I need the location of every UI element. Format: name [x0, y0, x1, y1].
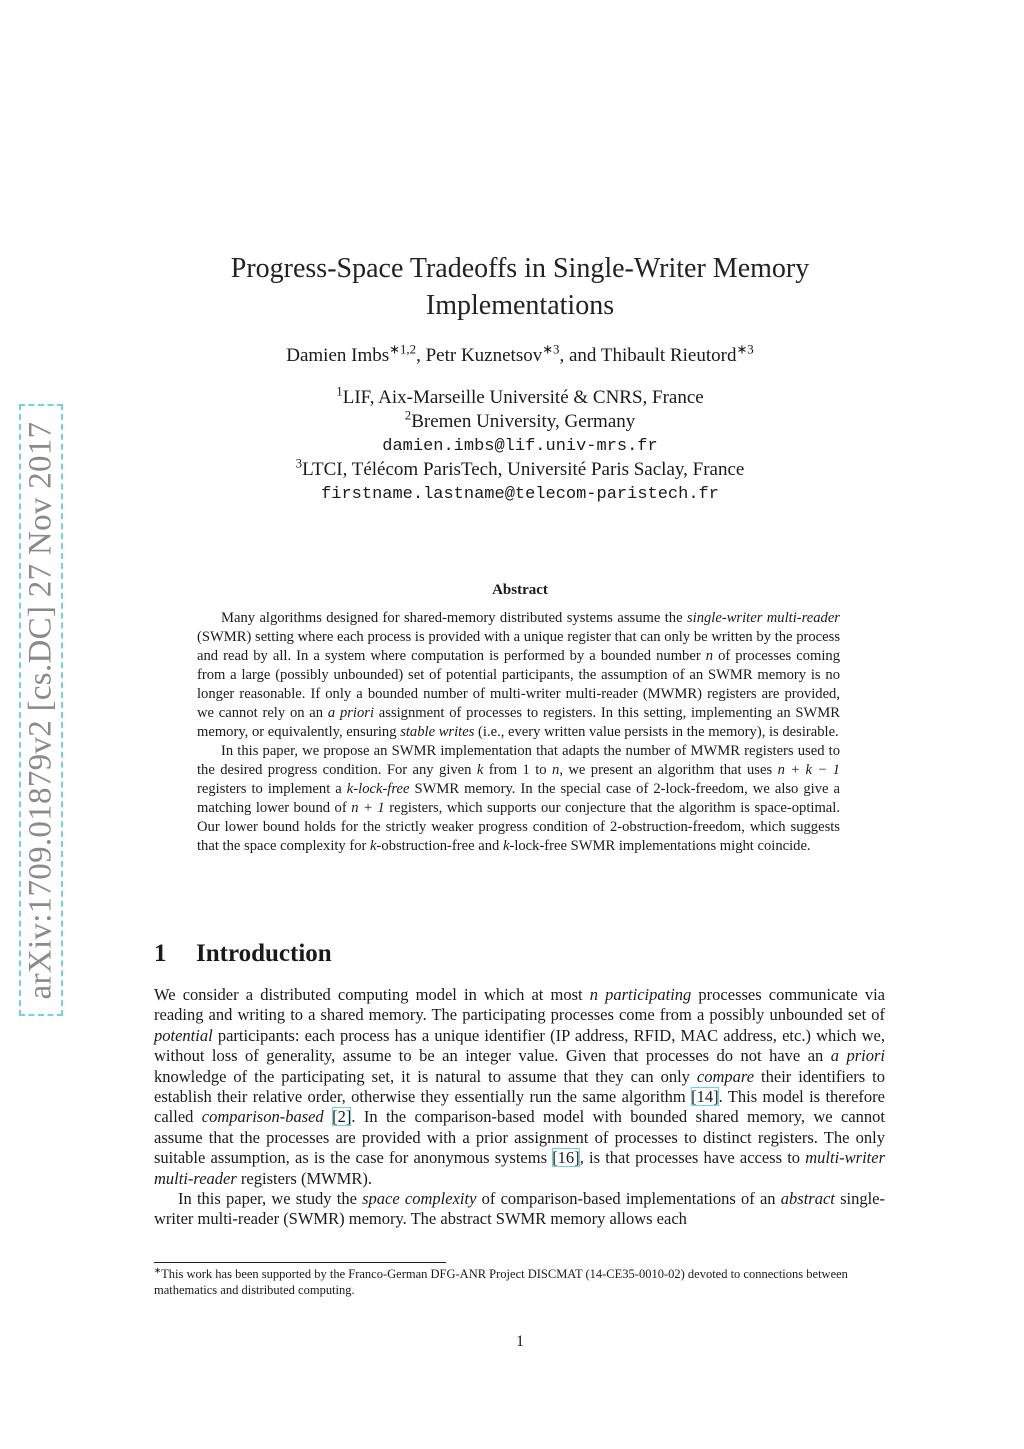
intro-p1-seg-7: compare — [696, 1066, 755, 1086]
author-list — [150, 341, 890, 368]
arxiv-sidebar-stamp — [19, 404, 63, 1016]
author-2-name: , Petr Kuznetsov — [416, 345, 543, 366]
abs-p1-seg-8: (i.e., every written value persists in the memory), is desirable. — [474, 724, 839, 740]
intro-p1-seg-16: , is that processes have access to — [579, 1148, 806, 1168]
abs-p2-seg-10: registers, which supports our conjecture that the algorithm is space-optimal. Our lower bound holds for the strictly weaker progress condition of 2-obstruction-freedom, which suggests that the space complexity for — [197, 800, 840, 854]
intro-p1-seg-1: n participating — [589, 985, 692, 1004]
abs-p1-seg-0: Many algorithms designed for shared-memory distributed systems assume the — [221, 610, 687, 626]
citation-link-2[interactable]: [2] — [332, 1107, 352, 1127]
affiliation-1-text: LIF, Aix-Marseille Université & CNRS, France — [342, 387, 704, 408]
abs-p2-seg-8: SWMR memory. In the special case of 2-lock-freedom, we also give a matching lower bound of — [197, 781, 841, 816]
citation-link-16[interactable]: [16] — [552, 1148, 580, 1168]
footnote-marker: ∗ — [154, 1264, 162, 1275]
citation-link-14[interactable]: [14] — [691, 1087, 719, 1107]
abs-p1-seg-2: (SWMR) setting where each process is provided with a unique register that can only be written by the process and read by all. In a system where computation is performed by a bounded number — [197, 629, 840, 664]
footnote-rule — [154, 1262, 446, 1263]
email-1: damien.imbs@lif.univ-mrs.fr — [382, 437, 658, 456]
abs-p2-seg-7: k-lock-free — [346, 781, 410, 797]
abs-p2-seg-1: k — [476, 762, 484, 778]
affiliation-1 — [150, 383, 890, 410]
author-3-name: , and Thibault Rieutord — [559, 345, 737, 366]
intro-p2-seg-2: of comparison-based implementations of an — [476, 1189, 781, 1209]
abs-p1-seg-7: stable writes — [400, 724, 475, 740]
title-line-2: Implementations — [425, 290, 615, 321]
affiliation-3-sup: 3 — [295, 455, 303, 471]
abs-p1-seg-4: of processes coming from a large (possibly unbounded) set of potential participants, the assumption of an SWMR memory is no longer reasonable. If only a bounded number of multi-writer multi-reader (MWMR) registers are provided, we cannot rely on an — [197, 648, 840, 721]
author-3-sup: ∗3 — [736, 341, 754, 357]
paper-title — [150, 250, 890, 324]
affiliation-2 — [150, 407, 890, 434]
intro-p2-seg-3: abstract — [780, 1189, 835, 1209]
abs-p2-seg-5: n + k − 1 — [777, 762, 840, 778]
abs-p2-seg-3: n — [552, 762, 560, 778]
abs-p1-seg-1: single-writer multi-reader — [686, 610, 840, 626]
email-2: firstname.lastname@telecom-paristech.fr — [321, 485, 719, 504]
abs-p2-seg-9: n + 1 — [351, 800, 385, 816]
abs-p2-seg-14: -lock-free SWMR implementations might coincide. — [509, 838, 811, 854]
abs-p2-seg-0: In this paper, we propose an SWMR implementation that adapts the number of MWMR registers used to the desired progress condition. For any given — [197, 743, 840, 778]
abstract-body — [197, 609, 840, 856]
intro-p1-seg-2: processes communicate via reading and writing to a shared memory. The participating processes come from a possibly unbounded set of — [154, 985, 885, 1025]
affiliation-3-text: LTCI, Télécom ParisTech, Université Paris Saclay, France — [302, 459, 745, 480]
intro-p2-seg-1: space complexity — [362, 1189, 477, 1209]
abs-p2-seg-4: , we present an algorithm that uses — [559, 762, 778, 778]
author-1-sup: ∗1,2 — [389, 341, 417, 357]
intro-paragraph-1 — [154, 985, 885, 1189]
abstract-heading: Abstract — [492, 582, 548, 598]
footnote-text: This work has been supported by the Franco-German DFG-ANR Project DISCMAT (14-CE35-0010-02) devoted to connections between mathematics and distributed computing. — [154, 1267, 848, 1297]
arxiv-id-label: arXiv:1709.01879v2 [cs.DC] 27 Nov 2017 — [22, 421, 59, 999]
abs-p1-seg-3: n — [705, 648, 714, 664]
section-title: Introduction — [196, 940, 332, 967]
introduction-body — [154, 985, 885, 1230]
abstract-paragraph-2 — [197, 742, 840, 856]
section-number: 1 — [154, 940, 167, 967]
abs-p2-seg-13: k — [502, 838, 510, 854]
intro-p1-seg-3: potential — [154, 1025, 213, 1045]
intro-p1-seg-17: multi-writer multi-reader — [154, 1148, 885, 1188]
intro-p2-seg-0: In this paper, we study the — [178, 1189, 363, 1209]
author-1-name: Damien Imbs — [286, 345, 390, 366]
intro-p1-seg-4: participants: each process has a unique identifier (IP address, RFID, MAC address, etc.) which we, without loss of generality, assume to be an integer value. Given that processes do not have an — [154, 1025, 885, 1066]
title-line-1: Progress-Space Tradeoffs in Single-Writer Memory — [230, 253, 810, 284]
page-number: 1 — [516, 1333, 524, 1350]
intro-p1-seg-6: knowledge of the participating set, it is natural to assume that they can only — [154, 1066, 697, 1086]
intro-p1-seg-5: a priori — [830, 1046, 886, 1066]
intro-p1-seg-11: comparison-based — [201, 1107, 324, 1127]
intro-p1-seg-12 — [324, 1107, 332, 1126]
author-2-sup: ∗3 — [542, 341, 560, 357]
intro-p1-seg-14: . In the comparison-based model with bounded shared memory, we cannot assume that the processes are provided with a prior assignment of processes to distinct registers. The only suitable assumption, as is the case for anonymous systems — [154, 1107, 886, 1168]
affiliation-2-sup: 2 — [404, 407, 412, 423]
abs-p2-seg-2: from 1 to — [483, 762, 553, 778]
intro-paragraph-2 — [154, 1189, 885, 1230]
abs-p1-seg-6: assignment of processes to registers. In this setting, implementing an SWMR memory, or equivalently, ensuring — [197, 705, 841, 740]
footnote — [154, 1266, 885, 1298]
section-heading-introduction — [154, 940, 894, 968]
intro-p2-seg-4: single-writer multi-reader (SWMR) memory. The abstract SWMR memory allows each — [154, 1189, 885, 1229]
intro-p1-seg-10: . This model is therefore called — [154, 1087, 885, 1127]
intro-p1-seg-0: We consider a distributed computing model in which at most — [154, 985, 590, 1004]
intro-p1-seg-8: their identifiers to establish their relative order, otherwise they essentially run the same algorithm — [154, 1066, 885, 1107]
abstract-paragraph-1 — [197, 609, 840, 742]
intro-p1-seg-18: registers (MWMR). — [236, 1168, 372, 1188]
abs-p2-seg-11: k — [370, 838, 377, 854]
abs-p2-seg-6: registers to implement a — [197, 781, 347, 797]
abs-p1-seg-5: a priori — [327, 705, 375, 721]
affiliation-1-sup: 1 — [336, 383, 343, 399]
abs-p2-seg-12: -obstruction-free and — [376, 838, 503, 854]
affiliation-3 — [150, 455, 890, 482]
affiliation-2-text: Bremen University, Germany — [411, 411, 636, 432]
